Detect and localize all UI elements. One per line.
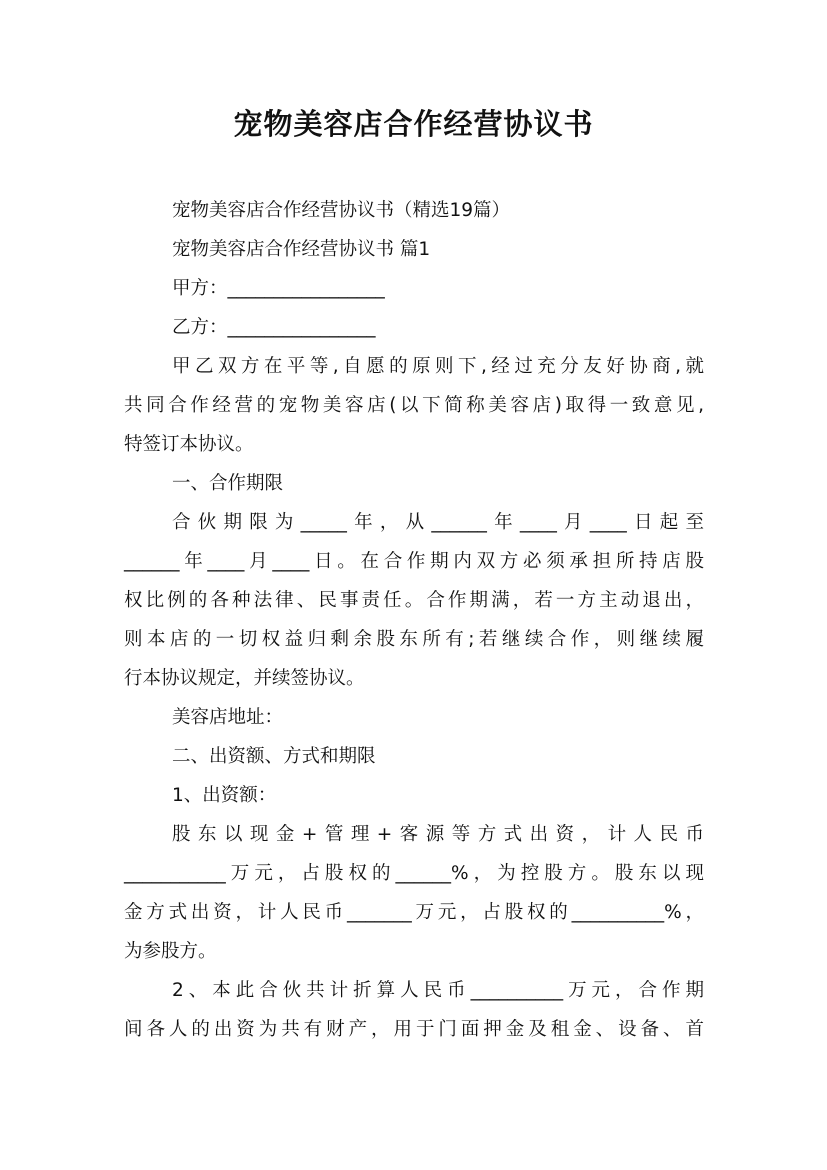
document-title: 宠物美容店合作经营协议书 bbox=[233, 107, 594, 141]
paragraph-line: 合伙期限为_____年，从______年____月____日起至 bbox=[172, 512, 704, 533]
party-b-line: 乙方：________________ bbox=[172, 317, 376, 338]
paragraph-line: ___________万元，占股权的______%，为控股方。股东以现 bbox=[124, 863, 704, 884]
paragraph-line: 共同合作经营的宠物美容店(以下简称美容店)取得一致意见, bbox=[124, 395, 704, 416]
subsection-heading: 1、出资额： bbox=[172, 785, 277, 806]
paragraph-line: 2、本此合伙共计折算人民币__________万元，合作期 bbox=[172, 980, 704, 1001]
paragraph-line: 甲乙双方在平等,自愿的原则下,经过充分友好协商,就 bbox=[172, 356, 704, 377]
paragraph-line: ______年____月____日。在合作期内双方必须承担所持店股 bbox=[124, 551, 704, 572]
paragraph-line: 行本协议规定，并续签协议。 bbox=[124, 668, 365, 689]
party-a-line: 甲方：_________________ bbox=[172, 278, 385, 299]
paragraph-line: 为参股方。 bbox=[124, 941, 217, 962]
paragraph-line: 则本店的一切权益归剩余股东所有;若继续合作，则继续履 bbox=[124, 629, 704, 650]
section-heading: 二、出资额、方式和期限 bbox=[172, 746, 376, 767]
paragraph-line: 权比例的各种法律、民事责任。合作期满，若一方主动退出， bbox=[124, 590, 704, 611]
paragraph-line: 宠物美容店合作经营协议书（精选19篇） bbox=[172, 200, 511, 221]
paragraph-line: 间各人的出资为共有财产，用于门面押金及租金、设备、首 bbox=[124, 1019, 704, 1040]
paragraph-line: 金方式出资，计人民币_______万元，占股权的__________%， bbox=[124, 902, 704, 923]
paragraph-line: 特签订本协议。 bbox=[124, 434, 254, 455]
paragraph-line: 宠物美容店合作经营协议书 篇1 bbox=[172, 239, 431, 260]
address-label: 美容店地址： bbox=[172, 707, 284, 728]
section-heading: 一、合作期限 bbox=[172, 473, 284, 494]
paragraph-line: 股东以现金+管理+客源等方式出资，计人民币 bbox=[172, 824, 704, 845]
